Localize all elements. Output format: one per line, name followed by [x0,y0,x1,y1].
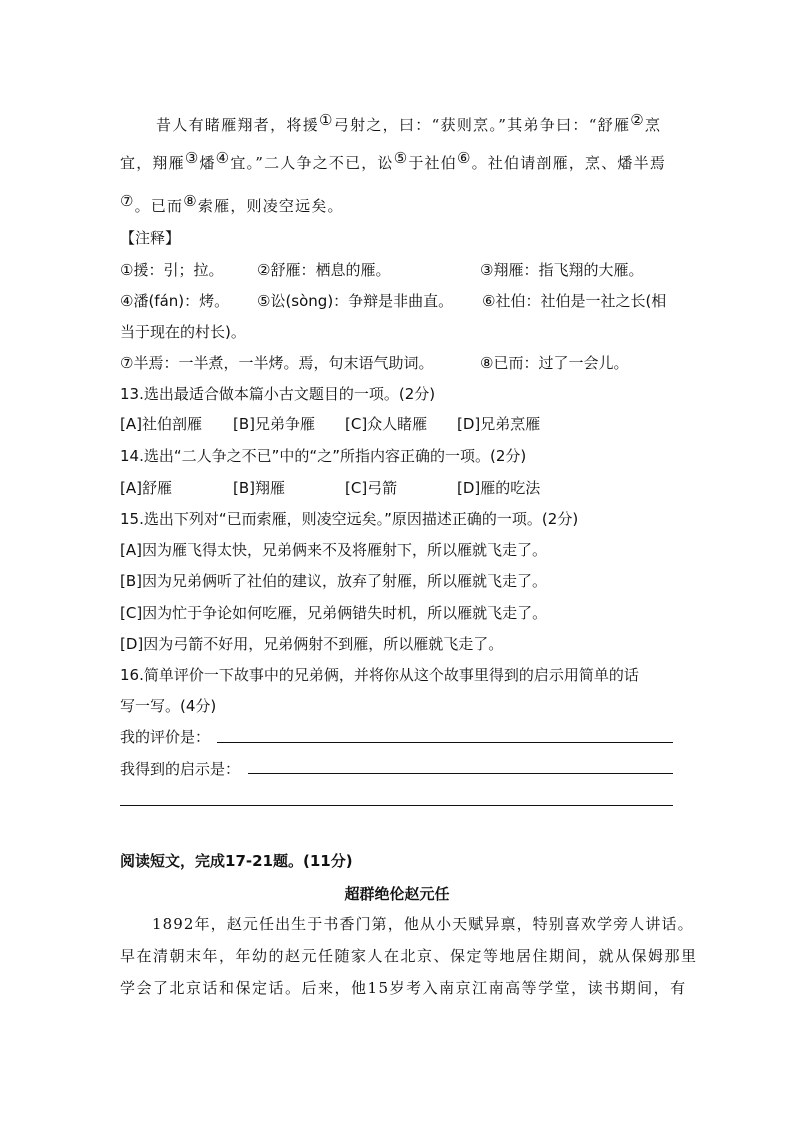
question-16-continued: 写一写。(4分) [120,697,217,715]
question-14: 14.选出“二人争之不已”中的“之”所指内容正确的一项。(2分) [120,447,527,465]
note-8: ⑧已而：过了一会儿。 [480,354,629,372]
option-14-b[interactable]: [B]翔雁 [233,479,285,497]
passage-line-3: ⑦。已而⑧索雁，则凌空远矣。 [120,192,344,215]
note-1: ①援：引；拉。 [120,261,224,279]
quoted-text: 二人争之不已 [181,447,272,465]
footnote-mark: ④ [215,149,231,167]
option-14-d[interactable]: [D]雁的吃法 [457,479,541,497]
note-6: ⑥社伯：社伯是一社之长(相 [482,292,667,310]
option-13-a[interactable]: [A]社伯剖雁 [120,415,202,433]
question-15: 15.选出下列对“已而索雁，则凌空远矣。”原因描述正确的一项。(2分) [120,510,579,528]
evaluation-answer-line[interactable] [217,742,673,743]
passage-line-2: 宜，翔雁③燔④宜。”二人争之不已，讼⑤于社伯⑥。社伯请剖雁，烹、燔半焉 [120,149,667,172]
footnote-mark: ③ [184,149,200,167]
note-6-continued: 当于现在的村长)。 [120,323,246,341]
article-paragraph-line-2: 早在清朝末年，年幼的赵元任随家人在北京、保定等地居住期间，就从保姆那里 [120,947,698,965]
footnote-mark: ⑦ [120,192,135,210]
insight-label: 我得到的启示是： [120,760,241,778]
article-paragraph-line-3: 学会了北京话和保定话。后来，他15岁考入南京江南高等学堂，读书期间，有 [120,979,687,997]
footnote-mark: ① [319,111,334,129]
option-15-a[interactable]: [A]因为雁飞得太快，兄弟俩来不及将雁射下，所以雁就飞走了。 [120,541,547,559]
reading-instruction: 阅读短文，完成17-21题。(11分) [120,852,353,870]
passage-line-1: 昔人有睹雁翔者，将援①弓射之，曰：“获则烹。”其弟争曰：“舒雁②烹 [156,111,662,134]
insight-answer-line[interactable] [248,773,673,774]
option-14-c[interactable]: [C]弓箭 [345,479,398,497]
quoted-text: 已而索雁，则凌空远矣。 [226,510,385,528]
article-paragraph-line-1: 1892年，赵元任出生于书香门第，他从小天赋异禀，特别喜欢学旁人讲话。 [152,915,694,933]
footnote-mark: ⑧ [183,192,198,210]
question-13: 13.选出最适合做本篇小古文题目的一项。(2分) [120,385,436,403]
option-15-b[interactable]: [B]因为兄弟俩听了社伯的建议，放弃了射雁，所以雁就飞走了。 [120,572,547,590]
note-7: ⑦半焉：一半煮，一半烤。焉，句末语气助词。 [120,354,434,372]
note-3: ③翔雁：指飞翔的大雁。 [480,261,644,279]
footnote-mark: ② [630,111,646,129]
option-15-d[interactable]: [D]因为弓箭不好用，兄弟俩射不到雁，所以雁就飞走了。 [120,635,504,653]
option-13-b[interactable]: [B]兄弟争雁 [233,415,315,433]
option-13-c[interactable]: [C]众人睹雁 [345,415,428,433]
question-16: 16.简单评价一下故事中的兄弟俩，并将你从这个故事里得到的启示用简单的话 [120,666,639,684]
insight-answer-line-2[interactable] [120,805,673,806]
note-2: ②舒雁：栖息的雁。 [257,261,391,279]
note-5: ⑤讼(sòng)：争辩是非曲直。 [257,292,454,310]
evaluation-label: 我的评价是： [120,728,211,746]
option-13-d[interactable]: [D]兄弟烹雁 [457,415,541,433]
footnote-mark: ⑤ [393,149,409,167]
note-4: ④潘(fán)：烤。 [120,292,230,310]
footnote-mark: ⑥ [456,149,472,167]
option-15-c[interactable]: [C]因为忙于争论如何吃雁，兄弟俩错失时机，所以雁就飞走了。 [120,604,548,622]
notes-header: 【注释】 [120,229,181,247]
article-title: 超群绝伦赵元任 [344,885,450,903]
option-14-a[interactable]: [A]舒雁 [120,479,172,497]
